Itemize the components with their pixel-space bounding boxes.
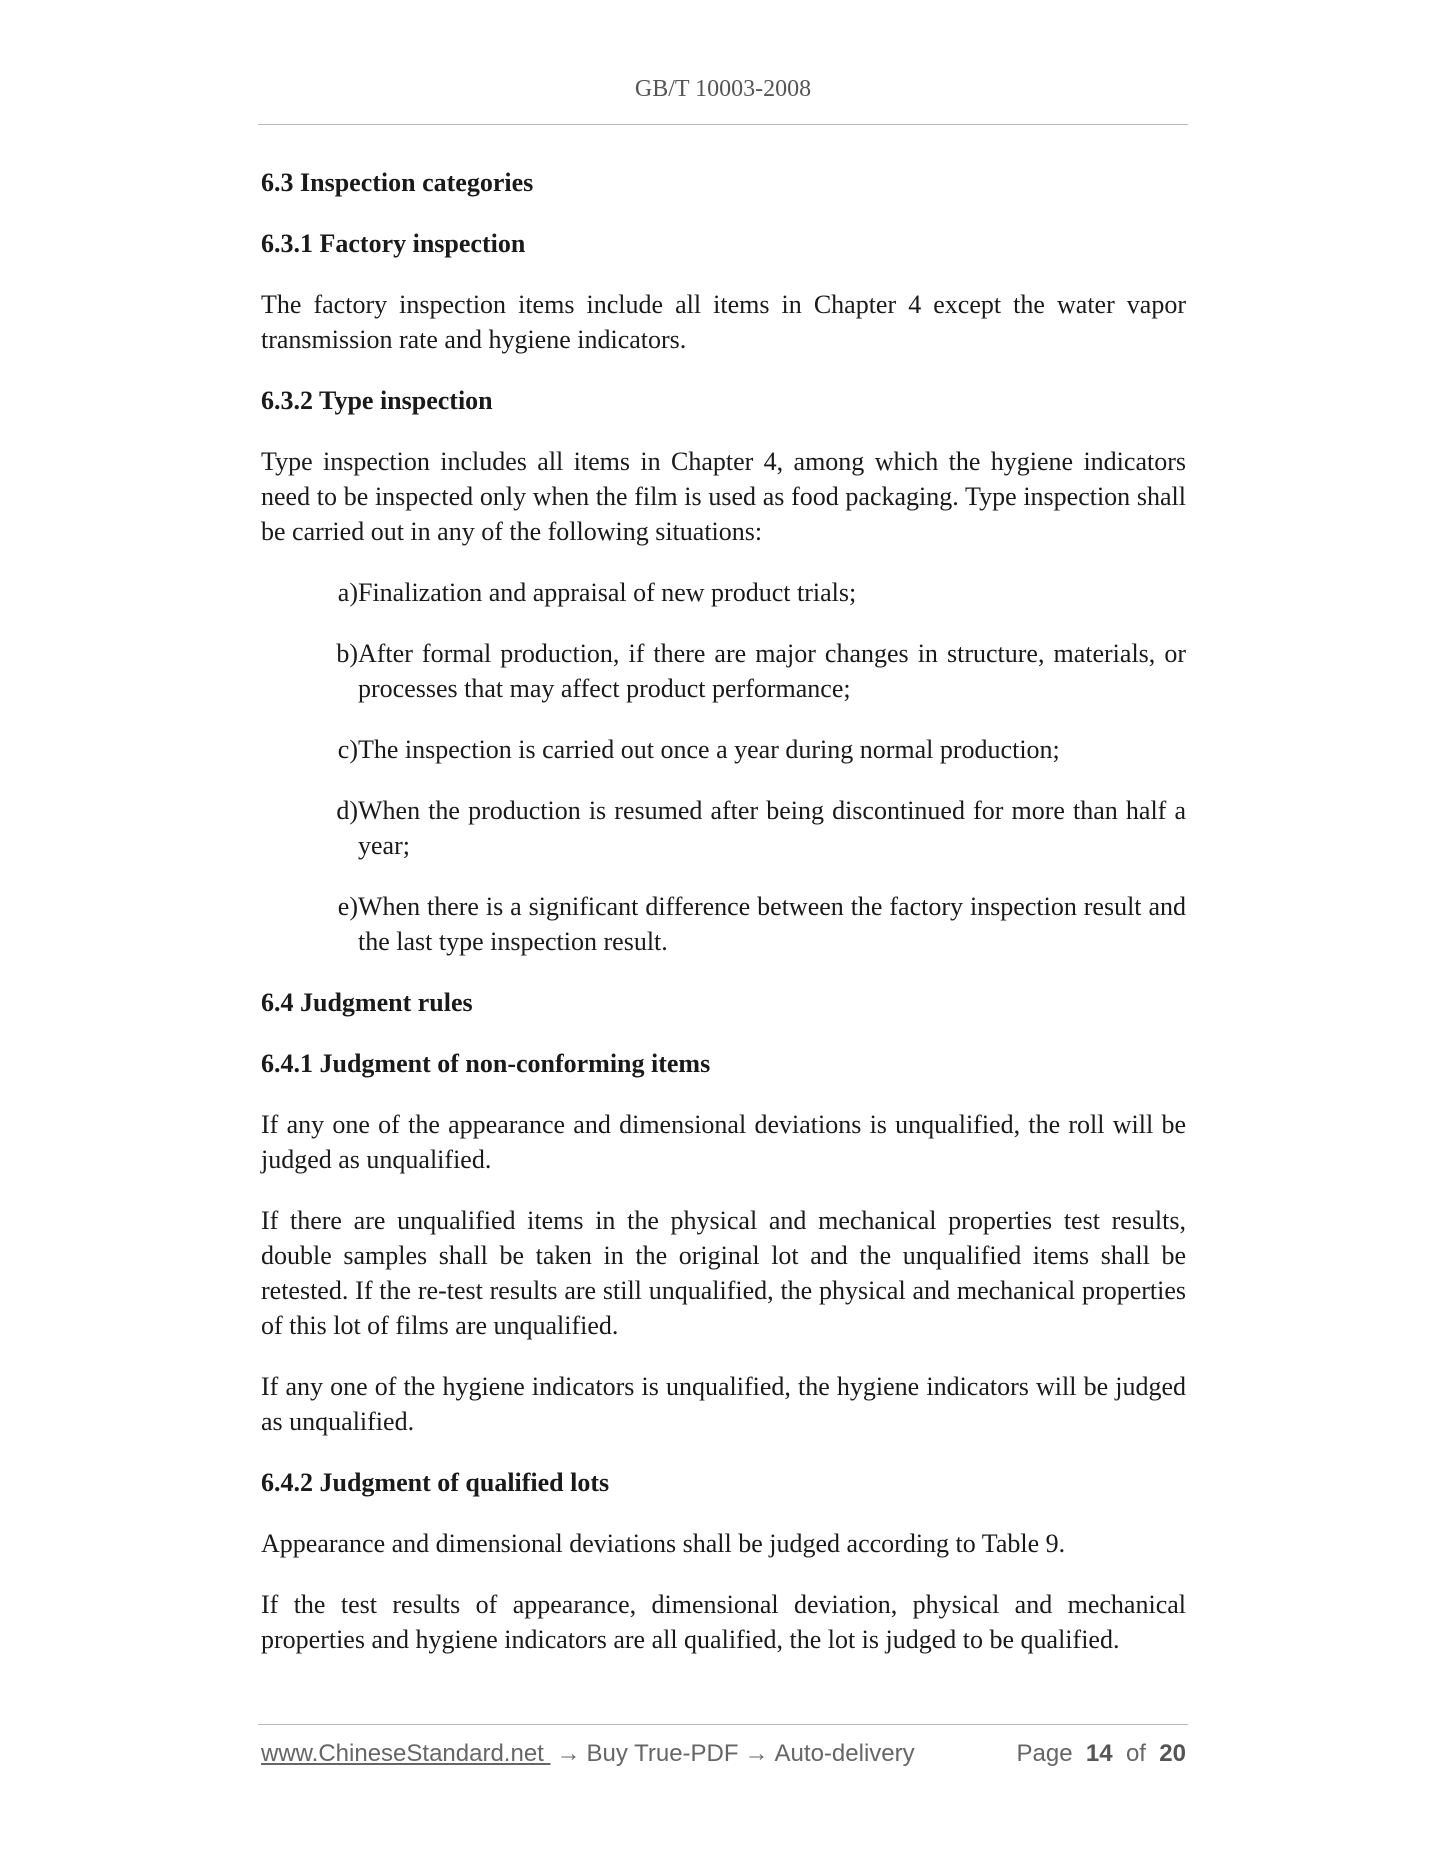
- list-item: [261, 889, 1186, 959]
- list-item: [261, 636, 1186, 706]
- footer-links: [261, 1740, 915, 1768]
- section-6-4-heading: 6.4 Judgment rules: [261, 988, 473, 1017]
- list-item: [261, 575, 1186, 610]
- buy-pdf-text: Buy True-PDF: [586, 1740, 739, 1767]
- list-marker: e): [337, 892, 358, 921]
- page-content: [261, 165, 1186, 1683]
- page-header: GB/T 10003-2008: [634, 76, 812, 102]
- arrow-right-icon: →: [744, 1740, 769, 1767]
- footer-divider: [258, 1724, 1188, 1725]
- list-item-text: When there is a significant difference between the factory inspection result and the last type inspection result.: [358, 892, 1186, 956]
- list-marker: a): [337, 578, 358, 607]
- section-6-4-1-paragraph-1: If any one of the appearance and dimensional deviations is unqualified, the roll will be judged as unqualified.: [261, 1110, 1186, 1174]
- section-6-4-1-paragraph-2: If there are unqualified items in the physical and mechanical properties test results, double samples shall be taken in the original lot and the unqualified items shall be retested. If the re-test results are still unqualified, the physical and mechanical properties of this lot of films are unqualified.: [261, 1206, 1186, 1340]
- auto-delivery-text: Auto-delivery: [774, 1740, 915, 1767]
- section-6-3-2-paragraph: Type inspection includes all items in Chapter 4, among which the hygiene indicators need to be inspected only when the film is used as food packaging. Type inspection shall be carried out in any of the following situations:: [261, 447, 1186, 546]
- section-6-3-2-heading: 6.3.2 Type inspection: [261, 386, 493, 415]
- page-total: 20: [1159, 1740, 1186, 1767]
- situations-list: [261, 575, 1186, 959]
- page-number: [1016, 1740, 1186, 1768]
- header-divider: [258, 124, 1188, 125]
- list-marker: b): [336, 639, 358, 668]
- list-item-text: Finalization and appraisal of new product trials;: [358, 578, 857, 607]
- list-item: [261, 732, 1186, 767]
- page-footer: [261, 1740, 1186, 1768]
- page-of-label: of: [1125, 1740, 1146, 1767]
- section-6-3-1-heading: 6.3.1 Factory inspection: [261, 229, 526, 258]
- section-6-3-1-paragraph: The factory inspection items include all items in Chapter 4 except the water vapor transmission rate and hygiene indicators.: [261, 290, 1186, 354]
- section-6-3-heading: 6.3 Inspection categories: [261, 168, 534, 197]
- section-6-4-2-paragraph-1: Appearance and dimensional deviations shall be judged according to Table 9.: [261, 1529, 1066, 1558]
- list-item: [261, 793, 1186, 863]
- list-marker: c): [337, 735, 358, 764]
- list-marker: d): [336, 796, 358, 825]
- section-6-4-2-paragraph-2: If the test results of appearance, dimensional deviation, physical and mechanical properties and hygiene indicators are all qualified, the lot is judged to be qualified.: [261, 1590, 1186, 1654]
- site-link[interactable]: www.ChineseStandard.net: [261, 1740, 551, 1767]
- arrow-right-icon: →: [556, 1740, 581, 1767]
- list-item-text: The inspection is carried out once a year during normal production;: [358, 735, 1060, 764]
- page-label: Page: [1016, 1740, 1073, 1767]
- section-6-4-1-heading: 6.4.1 Judgment of non-conforming items: [261, 1049, 711, 1078]
- section-6-4-2-heading: 6.4.2 Judgment of qualified lots: [261, 1468, 610, 1497]
- list-item-text: When the production is resumed after being discontinued for more than half a year;: [358, 796, 1186, 860]
- page-current: 14: [1085, 1740, 1113, 1767]
- section-6-4-1-paragraph-3: If any one of the hygiene indicators is unqualified, the hygiene indicators will be judged as unqualified.: [261, 1372, 1186, 1436]
- list-item-text: After formal production, if there are major changes in structure, materials, or processes that may affect product performance;: [358, 639, 1186, 703]
